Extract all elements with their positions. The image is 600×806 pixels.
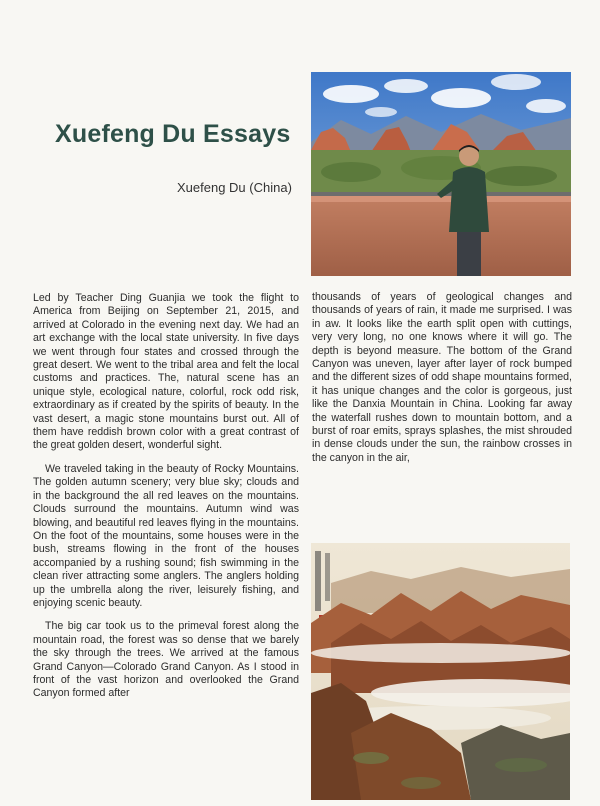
right-column [312,291,572,465]
paragraph-3: The big car took us to the primeval forest along the mountain road, the forest was so dense that we barely the sky through the trees. We arrived at the famous Grand Canyon—Colorado Grand Canyon. As I stood in front of the vast horizon and overlooked the Grand Canyon formed after [33,620,299,700]
author-photo [311,72,571,276]
paragraph-continued: thousands of years of geological changes and thousands of years of rain, it made me surprised. I was in aw. It looks like the earth split open with cuttings, very very long, no one knows where it will go. The depth is beyond measure. The bottom of the Grand Canyon was uneven, layer after layer of rock bumped and the different sizes of odd shape mountains formed, it has unique changes and the color is gorgeous, just like the Danxia Mountain in China. Looking far away the waterfall rushes down to mountain bottom, and a burst of roar emits, sprays splashes, the mist shrouded in dense clouds under the sun, the rainbow crosses in the canyon in the air, [312,291,572,464]
left-column [33,292,299,701]
paragraph-2: We traveled taking in the beauty of Rocky Mountains. The golden autumn scenery; very blue sky; clouds and in the background the all red leaves on the mountains. Clouds surround the mountains. Autumn wind was blowing, and beautiful red leaves flying in the mountains. On the foot of the mountains, some houses were in the bush, streams flowing in the front of the houses accompanied by a rushing sound; fish swimming in the clean river attracting some anglers. The anglers holding up the umbrella along the river, leisurely fishing, and enjoying scenic beauty. [33,462,299,609]
page-title: Xuefeng Du Essays [55,120,291,148]
author-byline: Xuefeng Du (China) [177,180,292,195]
photo-illustration [311,72,571,276]
paragraph-1: Led by Teacher Ding Guanjia we took the flight to America from Beijing on September 21, 2015, and arrived at Colorado in the evening next day. We had an art exchange with the local state university. In five days we went through four states and crossed through the great desert. We went to the tribal area and felt the local customs and practices. The, natural scene has an unique style, ecological nature, colorful, rock odd risk, extraordinary as if created by the spirits of beauty. In the vast desert, a magic stone mountains burst out. All of them have reddish brown color with a great contrast of the great golden desert, wonderful sight. [33,292,299,452]
painting-illustration [311,543,570,800]
canyon-painting [311,543,570,800]
